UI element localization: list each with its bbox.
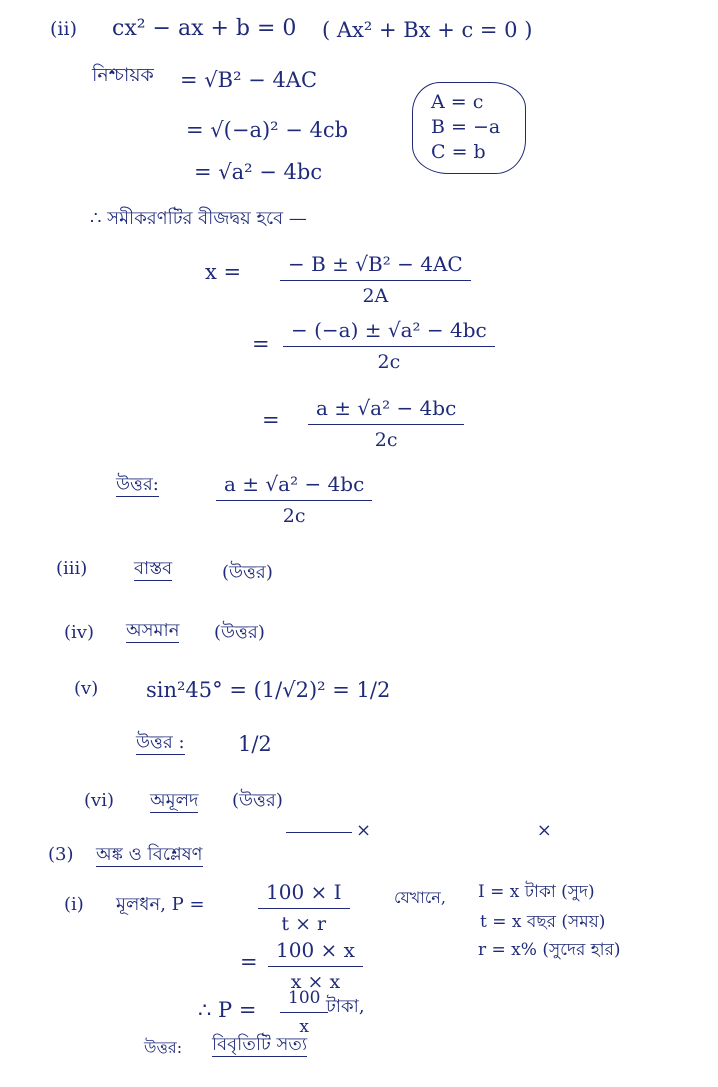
denominator: 2c (374, 429, 398, 451)
discriminant-label: নিশ্চায়ক (92, 64, 154, 86)
denominator: x (299, 1017, 310, 1037)
answer-label: উত্তর : (136, 732, 185, 753)
question-number: (ii) (50, 18, 77, 40)
discriminant-formula: = √B² − 4AC (180, 68, 318, 92)
answer-word: বাস্তব (134, 558, 173, 579)
numerator: 100 (288, 988, 321, 1008)
numerator: a ± √a² − 4bc (316, 396, 457, 420)
discriminant-step: = √(−a)² − 4cb (186, 118, 349, 142)
coefficient-b: B = −a (431, 116, 501, 138)
question-number: (iv) (64, 622, 94, 643)
coefficient-a: A = c (431, 91, 484, 113)
answer-value: 1/2 (238, 732, 272, 756)
principal-substitution (268, 938, 363, 993)
question-number: (v) (74, 678, 99, 699)
answer-tag: (উত্তর) (214, 622, 265, 643)
principal-label: মূলধন, P = (116, 894, 205, 915)
numerator: − (−a) ± √a² − 4bc (291, 318, 487, 342)
simplified-formula (308, 396, 464, 451)
denominator: 2c (377, 351, 401, 373)
substituted-formula (283, 318, 495, 373)
principal-result (280, 988, 328, 1037)
currency-word: টাকা, (326, 996, 365, 1017)
equals-sign: = (262, 408, 280, 432)
numerator: − B ± √B² − 4AC (288, 252, 463, 276)
definition-rate: r = x% (সুদের হার) (478, 940, 621, 960)
definition-interest: I = x টাকা (সুদ) (478, 882, 595, 902)
section-title: অঙ্ক ও বিশ্লেষণ (96, 844, 203, 865)
answer-word: অসমান (126, 620, 180, 641)
denominator: 2c (282, 505, 306, 527)
trig-evaluation: sin²45° = (1/√2)² = 1/2 (146, 678, 391, 702)
separator-marks: × × (352, 822, 636, 840)
final-statement: বিবৃতিটি সত্য (212, 1034, 308, 1055)
denominator: 2A (362, 285, 389, 307)
section-number: (3) (48, 844, 74, 865)
question-number: (iii) (56, 558, 88, 579)
x-equals: x = (205, 260, 242, 284)
numerator: 100 × I (266, 880, 342, 904)
denominator: x × x (290, 971, 341, 993)
discriminant-result: = √a² − 4bc (194, 160, 323, 184)
quadratic-formula (280, 252, 471, 307)
numerator: a ± √a² − 4bc (224, 472, 365, 496)
coefficient-box (412, 82, 526, 174)
question-number: (vi) (84, 790, 114, 811)
principal-formula (258, 880, 350, 935)
coefficient-c: C = b (431, 141, 486, 163)
definition-time: t = x বছর (সময়) (480, 912, 606, 932)
question-number: (i) (64, 894, 84, 915)
answer-tag: (উত্তর) (232, 790, 283, 811)
standard-form-note: ( Ax² + Bx + c = 0 ) (322, 18, 533, 42)
principal-result-label: ∴ P = (198, 998, 257, 1022)
answer-word: অমূলদ (150, 790, 199, 811)
roots-statement: ∴ সমীকরণটির বীজদ্বয় হবে — (90, 208, 307, 229)
where-label: যেখানে, (394, 888, 446, 907)
denominator: t × r (281, 913, 327, 935)
equation: cx² − ax + b = 0 (112, 16, 297, 41)
answer-tag: (উত্তর) (222, 562, 273, 583)
equals-sign: = (252, 332, 270, 356)
answer-label: উত্তর: (116, 474, 159, 495)
final-answer (216, 472, 372, 527)
equals-sign: = (240, 950, 258, 974)
numerator: 100 × x (276, 938, 355, 962)
answer-label: উত্তর: (144, 1038, 183, 1057)
